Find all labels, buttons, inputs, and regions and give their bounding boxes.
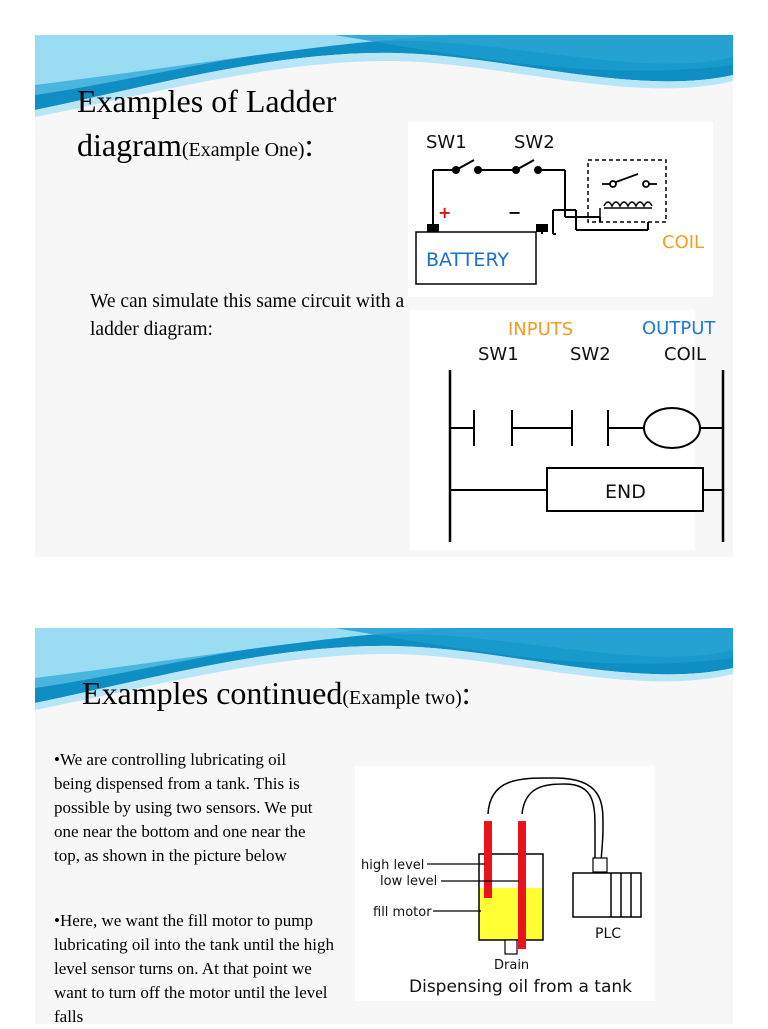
coil-symbol [644, 408, 700, 448]
relay-coil [600, 202, 652, 222]
title-sub-text: (Example One) [181, 139, 305, 161]
battery-terminal-neg [536, 224, 548, 232]
title-sub-text: (Example two) [342, 687, 462, 709]
low-level-sensor [518, 821, 526, 949]
tank-diagram [355, 766, 655, 1001]
minus-sign: − [508, 203, 522, 222]
high-level-label: high level [361, 858, 425, 873]
drain-pipe [505, 940, 517, 954]
bullet-1: •We are controlling lubricating oil being dispensed from a tank. This is possible by using two sensors. We put one near the bottom and one near the top, as shown in the picture below [54, 750, 313, 865]
cable-connector [593, 858, 607, 872]
end-label: END [605, 481, 646, 503]
plc-module [573, 873, 641, 917]
plus-sign: + [438, 203, 452, 222]
ladder-diagram [410, 310, 716, 550]
battery-label: BATTERY [426, 249, 510, 271]
tank-caption: Dispensing oil from a tank [409, 977, 632, 997]
ladder-sw1-label: SW1 [478, 344, 519, 365]
sw2-label: SW2 [514, 132, 555, 153]
output-label: OUTPUT [642, 318, 716, 339]
low-level-label: low level [380, 874, 438, 889]
title-colon: : [304, 127, 314, 163]
coil-label: COIL [662, 232, 705, 253]
simulate-text: We can simulate this same circuit with a ladder diagram: [90, 291, 405, 340]
slide-1 [35, 35, 733, 557]
title-colon: : [461, 675, 471, 711]
title-main-text: Examples continued [82, 675, 343, 711]
fill-motor-label: fill motor [373, 905, 432, 920]
sw1-label: SW1 [426, 132, 467, 153]
ladder-rails [450, 370, 723, 542]
sensor-cables [488, 778, 613, 866]
circuit-diagram [408, 122, 713, 297]
drain-label: Drain [494, 958, 530, 973]
high-level-sensor [484, 821, 492, 898]
title-main-text: Examples of Ladder diagram [77, 83, 337, 163]
slide-2-title [82, 671, 682, 720]
plc-label: PLC [595, 926, 622, 942]
bullet-2: •Here, we want the fill motor to pump lubricating oil into the tank until the high level sensor turns on. At that point we want to turn off the motor until the level falls [54, 911, 334, 1026]
relay-switch [602, 174, 657, 187]
battery-terminal-pos [427, 224, 439, 232]
ladder-sw2-label: SW2 [570, 344, 611, 365]
slide-1-title [77, 79, 397, 172]
ladder-coil-label: COIL [664, 344, 707, 365]
slide-2 [35, 628, 733, 1024]
inputs-label: INPUTS [508, 319, 574, 340]
